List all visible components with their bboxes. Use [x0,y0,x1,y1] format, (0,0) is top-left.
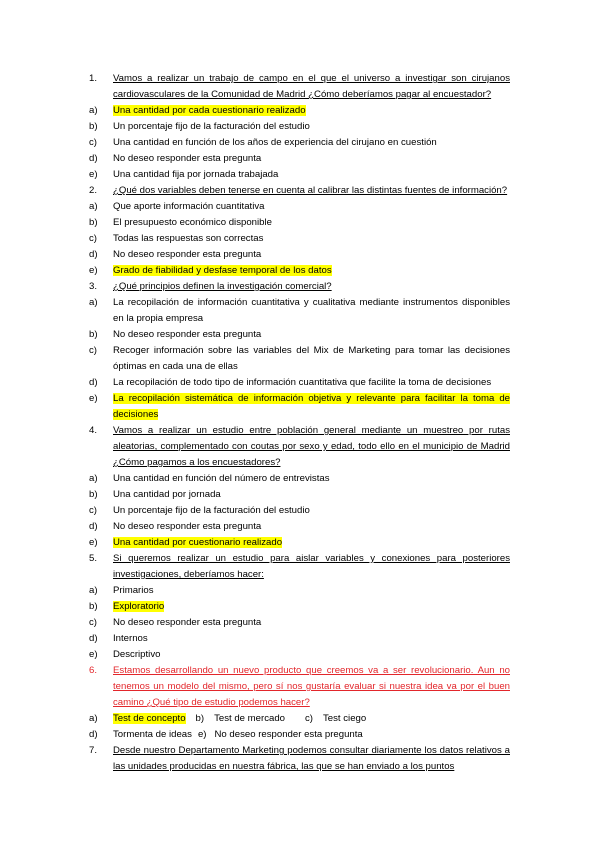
correct-answer-text: Exploratorio [113,601,165,612]
option-letter: c) [89,505,97,516]
answer-option [89,343,510,375]
question-text: Vamos a realizar un trabajo de campo en el que el universo a investigar son cirujanos cardiovasculares de la Comunidad de Madrid ¿Cómo deberíamos pagar al encuestador? [113,73,510,100]
answer-text: Una cantidad en función de los años de experiencia del cirujano en cuestión [113,137,437,148]
answer-option [89,503,510,519]
question [89,663,510,711]
answer-text: Una cantidad por jornada [113,489,221,500]
question [89,423,510,471]
answer-option [89,327,510,343]
answer-option [89,295,510,327]
answer-text: Una cantidad en función del número de entrevistas [113,473,330,484]
answer-option [89,247,510,263]
answer-option [89,167,510,183]
correct-answer-text: Test de concepto [113,713,186,724]
quiz-content [89,71,510,775]
option-letter: d) [89,633,98,644]
correct-answer-text: Grado de fiabilidad y desfase temporal de los datos [113,265,332,276]
question-number: 6. [89,665,98,676]
answer-text: No deseo responder esta pregunta [113,249,262,260]
correct-answer-text: Una cantidad por cada cuestionario realizado [113,105,306,116]
answer-segment: Test de mercado [214,713,285,724]
option-letter: d) [89,377,98,388]
question-text: Desde nuestro Departamento Marketing podemos consultar diariamente los datos relativos a las unidades producidas en nuestra fábrica, las que se han enviado a los puntos [113,745,510,772]
answer-text: Recoger información sobre las variables del Mix de Marketing para tomar las decisiones óptimas en cada una de ellas [113,345,510,372]
option-letter: d) [89,521,98,532]
option-letter: b) [89,121,98,132]
answer-text: No deseo responder esta pregunta [113,153,262,164]
option-letter: d) [89,153,98,164]
correct-answer-text: Una cantidad por cuestionario realizado [113,537,283,548]
answer-option [89,119,510,135]
answer-text: Un porcentaje fijo de la facturación del estudio [113,121,310,132]
question [89,551,510,583]
answer-segment: b) [195,713,205,724]
option-letter: c) [89,617,97,628]
question-text: Estamos desarrollando un nuevo producto que creemos va a ser revolucionario. Aun no tenemos un modelo del mismo, pero sí nos gustaría evaluar si nuestra idea va por el buen camino ¿Qué tipo de estudio podemos hacer? [113,665,510,708]
answer-option [89,231,510,247]
answer-segment: Tormenta de ideas [113,729,192,740]
option-letter: c) [89,345,97,356]
answer-row-inline [89,727,510,743]
correct-answer-text: La recopilación sistemática de información objetiva y relevante para facilitar la toma de decisiones [113,393,510,420]
answer-text: La recopilación de información cuantitativa y cualitativa mediante instrumentos disponibles en la propia empresa [113,297,510,324]
answer-text: Descriptivo [113,649,161,660]
option-letter: d) [89,249,98,260]
question [89,71,510,103]
answer-option [89,103,510,119]
answer-row-inline [89,711,510,727]
question-number: 2. [89,185,98,196]
question-text: Vamos a realizar un estudio entre población general mediante un muestreo por rutas aleatorias, complementado con coutas por sexo y edad, todo ello en el municipio de Madrid ¿Cómo pagamos a los encuestadores? [113,425,510,468]
option-letter: b) [89,489,98,500]
question [89,279,510,295]
question-text: Si queremos realizar un estudio para aislar variables y conexiones para posteriores investigaciones, deberíamos hacer: [113,553,510,580]
answer-text: No deseo responder esta pregunta [113,617,262,628]
option-letter: c) [89,137,97,148]
answer-text: Una cantidad fija por jornada trabajada [113,169,279,180]
answer-option [89,599,510,615]
answer-option [89,631,510,647]
option-letter: d) [89,729,98,740]
answer-option [89,391,510,423]
question-text: ¿Qué dos variables deben tenerse en cuenta al calibrar las distintas fuentes de información? [113,185,508,196]
answer-text: No deseo responder esta pregunta [113,329,262,340]
answer-text: Internos [113,633,148,644]
option-letter: e) [89,265,98,276]
answer-option [89,375,510,391]
answer-text: Un porcentaje fijo de la facturación del estudio [113,505,310,516]
answer-option [89,135,510,151]
option-letter: a) [89,713,98,724]
answer-option [89,615,510,631]
answer-option [89,199,510,215]
option-letter: c) [89,233,97,244]
option-letter: e) [89,649,98,660]
option-letter: e) [89,393,98,404]
question-number: 7. [89,745,98,756]
answer-option [89,535,510,551]
answer-segment: Test ciego [323,713,367,724]
answer-option [89,215,510,231]
answer-option [89,151,510,167]
option-letter: a) [89,297,98,308]
answer-segment: c) [305,713,313,724]
question-text: ¿Qué principios definen la investigación comercial? [113,281,332,292]
answer-option [89,263,510,279]
answer-option [89,519,510,535]
answer-text: No deseo responder esta pregunta [113,521,262,532]
option-letter: e) [89,537,98,548]
question-number: 4. [89,425,98,436]
option-letter: a) [89,585,98,596]
question-number: 1. [89,73,98,84]
answer-option [89,471,510,487]
answer-option [89,487,510,503]
question [89,183,510,199]
answer-text: Que aporte información cuantitativa [113,201,265,212]
question [89,743,510,775]
option-letter: e) [89,169,98,180]
answer-text: El presupuesto económico disponible [113,217,272,228]
question-number: 3. [89,281,98,292]
option-letter: a) [89,201,98,212]
answer-text: Todas las respuestas son correctas [113,233,264,244]
option-letter: b) [89,601,98,612]
option-letter: b) [89,329,98,340]
option-letter: a) [89,105,98,116]
answer-option [89,647,510,663]
answer-text: Primarios [113,585,154,596]
option-letter: b) [89,217,98,228]
question-number: 5. [89,553,98,564]
answer-option [89,583,510,599]
option-letter: a) [89,473,98,484]
answer-text: La recopilación de todo tipo de información cuantitativa que facilite la toma de decisiones [113,377,492,388]
answer-segment: No deseo responder esta pregunta [214,729,363,740]
answer-segment: e) [197,729,207,740]
